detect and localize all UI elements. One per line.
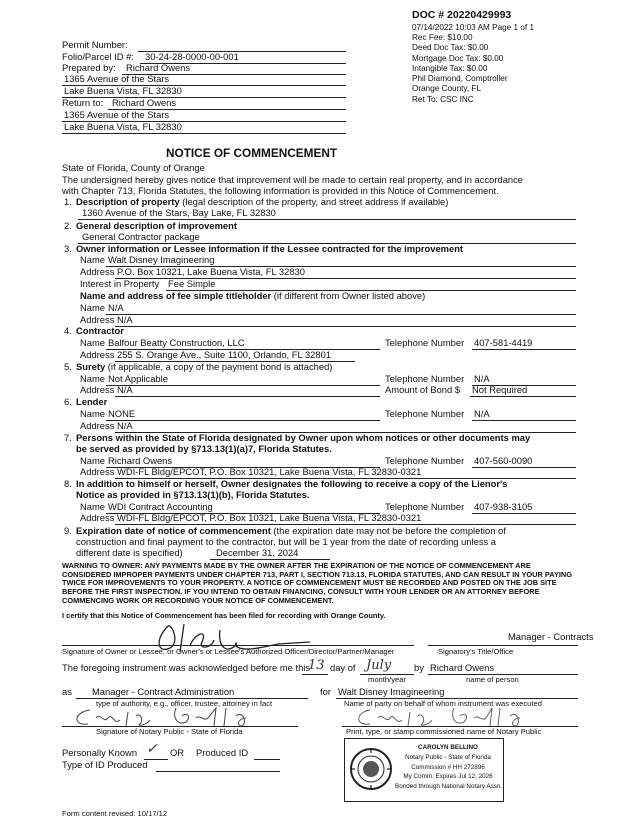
designee-tel-label: Telephone Number [385, 455, 465, 466]
recording-line: Phil Diamond, Comptroller [412, 74, 508, 84]
section-3-title: Owner information or Lessee information if the Lessee contracted for the improvement [76, 243, 464, 254]
designee-name: Richard Owens [108, 455, 173, 466]
folio-value: 30-24-28-0000-00-001 [145, 51, 239, 62]
section-2-title: General description of improvement [76, 220, 237, 231]
section-6-title: Lender [76, 396, 108, 407]
contractor-name: Balfour Beatty Construction, LLC [108, 337, 245, 348]
section-4-number: 4. [64, 325, 72, 336]
lienor-copy-name: WDI Contract Accounting [108, 501, 213, 512]
lender-tel: N/A [474, 408, 490, 419]
as-value: Manager - Contract Administration [92, 686, 235, 697]
recording-line: Intangible Tax: $0.00 [412, 63, 488, 73]
lienor-copy-address-label: Address [80, 512, 115, 523]
fee-name-label: Name [80, 302, 106, 313]
fee-title-heading [80, 291, 425, 302]
section-9-line-2: construction and final payment to the contractor, but will be 1 year from the date of recording unless a [76, 536, 497, 547]
section-2-number: 2. [64, 220, 72, 231]
recording-date: 07/14/2022 10:03 AM Page 1 of 1 [412, 23, 535, 32]
section-4-title: Contractor [76, 325, 124, 336]
produced-id-label: Produced ID [196, 747, 249, 758]
owner-title: Manager - Contracts [508, 631, 594, 642]
surety-address: N/A [117, 384, 133, 395]
ack-day-label: day of [330, 662, 356, 673]
check-mark-icon[interactable]: ✓ [146, 741, 158, 757]
section-9-note: (the expiration date may not be before the completion of [270, 525, 506, 536]
return-address-2: Lake Buena Vista, FL 32830 [64, 121, 182, 132]
section-8-title-1: In addition to himself or herself, Owner designates the following to receive a copy of the Lienor's [76, 478, 508, 489]
surety-name-label: Name [80, 373, 106, 384]
designee-address-label: Address [80, 466, 115, 477]
warning-text: WARNING TO OWNER: ANY PAYMENTS MADE BY THE OWNER AFTER THE EXPIRATION OF THE NOTICE OF COMMENCEMENT ARE CONSIDERED IMPROPER PAYMENTS UNDER CHAPTER 713, PART I, SECTION 713.13, FLORIDA STATUTES, AND CAN RESULT IN YOUR PAYING TWICE FOR IMPROVEMENTS TO YOUR PROPERTY. A NOTICE OF COMMENCEMENT MUST BE RECORDED AND POSTED ON THE JOB SITE BEFORE THE FIRST INSPECTION. IF YOU INTEND TO OBTAIN FINANCING, CONSULT WITH YOUR LENDER OR AN ATTORNEY BEFORE COMMENCING WORK OR RECORDING YOUR NOTICE OF COMMENCEMENT. [62, 561, 573, 605]
doc-number: DOC # 20220429993 [412, 9, 512, 21]
ack-day: 13 [308, 658, 325, 673]
page-title: NOTICE OF COMMENCEMENT [166, 146, 338, 160]
fee-address-label: Address [80, 314, 115, 325]
section-8-title-2: Notice as provided in §713.13(1)(b), Florida Statutes. [76, 489, 310, 500]
section-9-line-3: different date is specified) [76, 547, 183, 558]
section-5-number: 5. [64, 361, 72, 372]
ack-month: July [366, 658, 392, 673]
lender-name-label: Name [80, 408, 106, 419]
ack-person: Richard Owens [430, 662, 495, 673]
section-1-value: 1360 Avenue of the Stars, Bay Lake, FL 32830 [82, 207, 276, 218]
lender-tel-label: Telephone Number [385, 408, 465, 419]
prepared-name: Richard Owens [126, 62, 191, 73]
return-address-1: 1365 Avenue of the Stars [64, 109, 170, 120]
recording-line: Mortgage Doc Tax: $0.00 [412, 53, 504, 63]
owner-name: Walt Disney Imagineering [108, 254, 215, 265]
section-3-number: 3. [64, 243, 72, 254]
stamp-line: Bonded through National Notary Assn. [395, 783, 503, 791]
designee-name-label: Name [80, 455, 106, 466]
state-seal-icon [349, 747, 393, 791]
notary-print-caption: Print, type, or stamp commissioned name of Notary Public [346, 727, 542, 736]
lienor-copy-address: WDI-FL Bldg/EPCOT, P.O. Box 10321, Lake Buena Vista, FL 32830-0321 [117, 512, 422, 523]
intro-line-1: The undersigned hereby gives notice that improvement will be made to certain real property, and in accordance [62, 174, 524, 185]
lienor-copy-name-label: Name [80, 501, 106, 512]
lienor-copy-tel-label: Telephone Number [385, 501, 465, 512]
personally-known-label: Personally Known [62, 747, 138, 758]
designee-tel: 407-560-0090 [474, 455, 533, 466]
designee-address: WDI-FL Bldg/EPCOT, P.O. Box 10321, Lake Buena Vista, FL 32830-0321 [117, 466, 422, 477]
lender-name: NONE [108, 408, 136, 419]
month-year-caption: month/year [368, 675, 406, 684]
interest-label: Interest in Property [80, 278, 160, 289]
stamp-text [395, 743, 501, 792]
section-8-number: 8. [64, 478, 72, 489]
section-5-note: (if applicable, a copy of the payment bond is attached) [105, 361, 333, 372]
intro-line-2: with Chapter 713, Florida Statutes, the following information is provided in this Notice of Commencement. [62, 185, 499, 196]
section-7-title-1: Persons within the State of Florida designated by Owner upon whom notices or other documents may [76, 432, 531, 443]
section-9-number: 9. [64, 525, 72, 536]
surety-tel-label: Telephone Number [385, 373, 465, 384]
prepared-label: Prepared by: [62, 62, 116, 73]
recording-line: Rec Fee: $10.00 [412, 33, 473, 42]
return-name: Richard Owens [112, 97, 177, 108]
certify-text: I certify that this Notice of Commencement has been filed for recording with Orange County. [62, 611, 386, 620]
recording-line: Ret To: CSC INC [412, 94, 474, 104]
prepared-address-1: 1365 Avenue of the Stars [64, 73, 170, 84]
prepared-address-2: Lake Buena Vista, FL 32830 [64, 85, 182, 96]
recording-fees [412, 33, 508, 105]
as-label: as [62, 686, 72, 697]
section-2-value: General Contractor package [82, 231, 200, 242]
recording-line: Orange County, FL [412, 84, 482, 94]
section-5-heading [76, 362, 332, 373]
expiration-date: December 31, 2024 [216, 547, 299, 558]
surety-name: Not Applicable [108, 373, 168, 384]
lender-address-label: Address [80, 420, 115, 431]
stamp-line: Commission # HH 272896 [411, 763, 485, 771]
ack-by-label: by [414, 662, 424, 673]
bond-label: Amount of Bond $ [385, 384, 461, 395]
ack-text: The foregoing instrument was acknowledged before me this [62, 662, 311, 673]
contractor-address-label: Address [80, 349, 115, 360]
section-7-number: 7. [64, 432, 72, 443]
authority-caption: type of authority, e.g., officer, trustee, attorney in fact [96, 699, 273, 708]
recording-line: Deed Doc Tax: $0.00 [412, 43, 489, 53]
return-label: Return to: [62, 97, 104, 108]
state-line: State of Florida, County of Orange [62, 162, 205, 173]
section-1-number: 1. [64, 196, 72, 207]
owner-address-label: Address [80, 266, 115, 277]
fee-name: N/A [108, 302, 124, 313]
for-label: for [320, 686, 331, 697]
for-value: Walt Disney Imagineering [338, 686, 445, 697]
contractor-address: 255 S. Orange Ave., Suite 1100, Orlando, FL 32801 [117, 349, 332, 360]
owner-title-caption: Signatory's Title/Office [438, 647, 514, 656]
owner-signature-caption: Signature of Owner or Lessee, or Owner's or Lessee's Authorized Officer/Director/Partner/Manager [62, 647, 395, 656]
fee-title-note: (if different from Owner listed above) [271, 290, 426, 301]
party-caption: Name of party on behalf of whom instrument was executed [344, 699, 542, 708]
interest-value: Fee Simple [168, 278, 216, 289]
contractor-tel-label: Telephone Number [385, 337, 465, 348]
contractor-tel: 407-581-4419 [474, 337, 533, 348]
person-caption: name of person [466, 675, 519, 684]
type-of-id-label: Type of ID Produced [62, 759, 148, 770]
bond-value: Not Required [472, 384, 528, 395]
stamp-line: CAROLYN BELLINO [418, 744, 478, 751]
section-6-number: 6. [64, 396, 72, 407]
fee-title: Name and address of fee simple titleholder [80, 290, 272, 301]
section-9-title: Expiration date of notice of commencement [76, 525, 271, 536]
owner-address: P.O. Box 10321, Lake Buena Vista, FL 32830 [117, 266, 305, 277]
folio-label: Folio/Parcel ID #: [62, 51, 134, 62]
stamp-line: Notary Public - State of Florida [405, 753, 491, 761]
fee-address: N/A [117, 314, 133, 325]
lienor-copy-tel: 407-938-3105 [474, 501, 533, 512]
notary-stamp [344, 738, 504, 802]
notary-signature-caption: Signature of Notary Public - State of Florida [96, 727, 243, 736]
section-5-title: Surety [76, 361, 106, 372]
lender-address: N/A [117, 420, 133, 431]
section-1-note: (legal description of the property, and street address if available) [179, 196, 449, 207]
form-revised: Form content revised: 10/17/12 [62, 809, 168, 818]
section-7-title-2: be served as provided by §713.13(1)(a)7, Florida Statutes. [76, 443, 332, 454]
or-label: OR [170, 747, 185, 758]
stamp-line: My Comm. Expires Jul 12, 2026 [403, 773, 493, 781]
permit-label: Permit Number: [62, 39, 128, 50]
section-1-title: Description of property [76, 196, 180, 207]
owner-name-label: Name [80, 254, 106, 265]
contractor-name-label: Name [80, 337, 106, 348]
surety-address-label: Address [80, 384, 115, 395]
surety-tel: N/A [474, 373, 490, 384]
